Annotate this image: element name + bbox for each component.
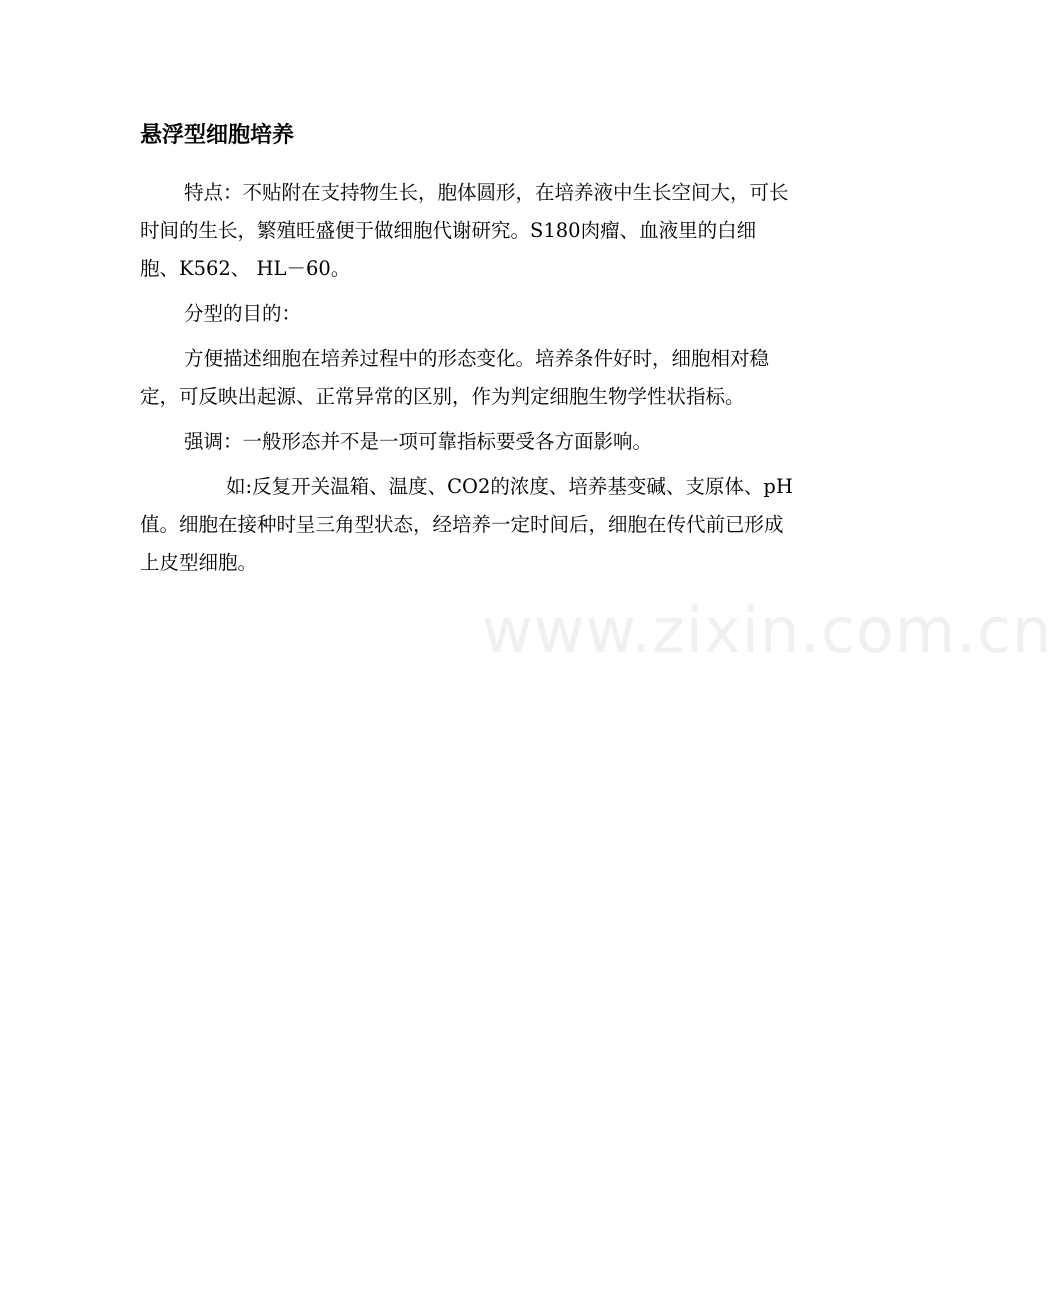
paragraph-emphasis: 强调：一般形态并不是一项可靠指标要受各方面影响。 (184, 430, 653, 453)
watermark: www.zixin.com.cn (482, 594, 1052, 667)
document-body (140, 116, 794, 582)
paragraph-purpose-body: 方便描述细胞在培养过程中的形态变化。培养条件好时，细胞相对稳定，可反映出起源、正常异常的区别，作为判定细胞生物学性状指标。 (140, 347, 770, 408)
paragraph-features: 特点：不贴附在支持物生长，胞体圆形，在培养液中生长空间大，可长时间的生长，繁殖旺盛便于做细胞代谢研究。S180肉瘤、血液里的白细胞、K562、 HL－60。 (140, 181, 789, 280)
paragraph-purpose-heading: 分型的目的： (184, 302, 302, 325)
paragraph-example: 如:反复开关温箱、温度、CO2的浓度、培养基变碱、支原体、pH值。细胞在接种时呈三角型状态，经培养一定时间后，细胞在传代前已形成上皮型细胞。 (140, 475, 793, 574)
document-title: 悬浮型细胞培养 (140, 123, 295, 148)
